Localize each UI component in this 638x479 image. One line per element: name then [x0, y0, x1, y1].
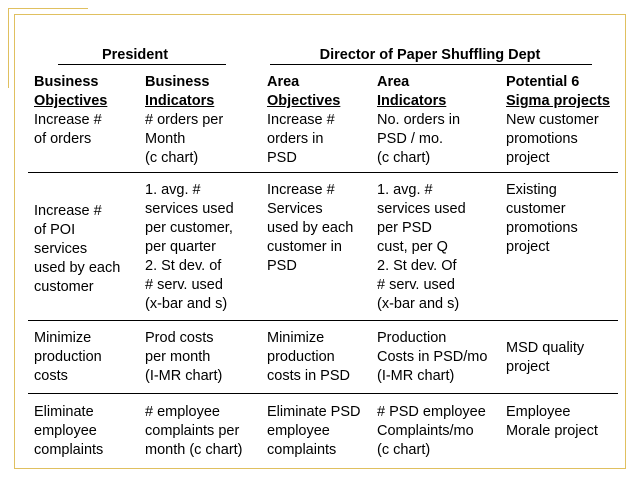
row4-area-indicator: # PSD employee Complaints/mo (c chart) — [377, 404, 486, 458]
row1-business-objective: Increase # of orders — [34, 112, 102, 147]
frame-accent-horizontal — [8, 8, 88, 9]
row1-business-indicator: # orders per Month (c chart) — [145, 112, 224, 166]
row2-area-indicator: 1. avg. # services used per PSD cust, per Q 2. St dev. Of # serv. used (x-bar and s) — [377, 182, 466, 312]
row-divider-2 — [28, 320, 618, 321]
row3-area-indicator: Production Costs in PSD/mo (I-MR chart) — [377, 330, 488, 384]
row3-six-sigma-project: MSD quality project — [506, 340, 585, 375]
row-divider-3 — [28, 393, 618, 394]
row4-business-objective: Eliminate employee complaints — [34, 404, 104, 458]
row4-area-objective: Eliminate PSD employee complaints — [267, 404, 361, 458]
row4-six-sigma-project: Employee Morale project — [506, 404, 598, 439]
group-underline-president — [58, 64, 226, 65]
header-line-1: Area — [377, 74, 410, 90]
row4-business-indicator: # employee complaints per month (c chart) — [145, 404, 243, 458]
row2-area-objective: Increase # Services used by each customer in PSD — [267, 182, 354, 274]
row3-area-objective: Minimize production costs in PSD — [267, 330, 350, 384]
header-line-1: Business — [34, 74, 99, 90]
header-business-indicators — [145, 73, 214, 111]
group-underline-director — [270, 64, 592, 65]
header-line-1: Potential 6 — [506, 74, 580, 90]
row3-business-objective: Minimize production costs — [34, 330, 102, 384]
row2-business-indicator: 1. avg. # services used per customer, per quarter 2. St dev. of # serv. used (x-bar and s) — [145, 182, 234, 312]
header-six-sigma-projects — [506, 73, 610, 111]
header-line-2: Objectives — [34, 93, 108, 109]
header-line-1: Business — [145, 74, 210, 90]
header-area-objectives — [267, 73, 340, 111]
row2-business-objective: Increase # of POI services used by each customer — [34, 203, 121, 295]
row3-business-indicator: Prod costs per month (I-MR chart) — [145, 330, 223, 384]
group-title-president: President — [101, 47, 169, 63]
row1-area-indicator: No. orders in PSD / mo. (c chart) — [377, 112, 461, 166]
header-line-2: Indicators — [377, 93, 447, 109]
header-line-2: Indicators — [145, 93, 215, 109]
row-divider-1 — [28, 172, 618, 173]
header-line-1: Area — [267, 74, 300, 90]
row1-area-objective: Increase # orders in PSD — [267, 112, 335, 166]
header-business-objectives — [34, 73, 107, 111]
frame-accent-vertical — [8, 8, 9, 88]
header-area-indicators — [377, 73, 446, 111]
group-title-director: Director of Paper Shuffling Dept — [319, 47, 541, 63]
row1-six-sigma-project: New customer promotions project — [506, 112, 599, 166]
header-line-2: Sigma projects — [506, 93, 610, 109]
row2-six-sigma-project: Existing customer promotions project — [506, 182, 578, 255]
header-line-2: Objectives — [267, 93, 341, 109]
